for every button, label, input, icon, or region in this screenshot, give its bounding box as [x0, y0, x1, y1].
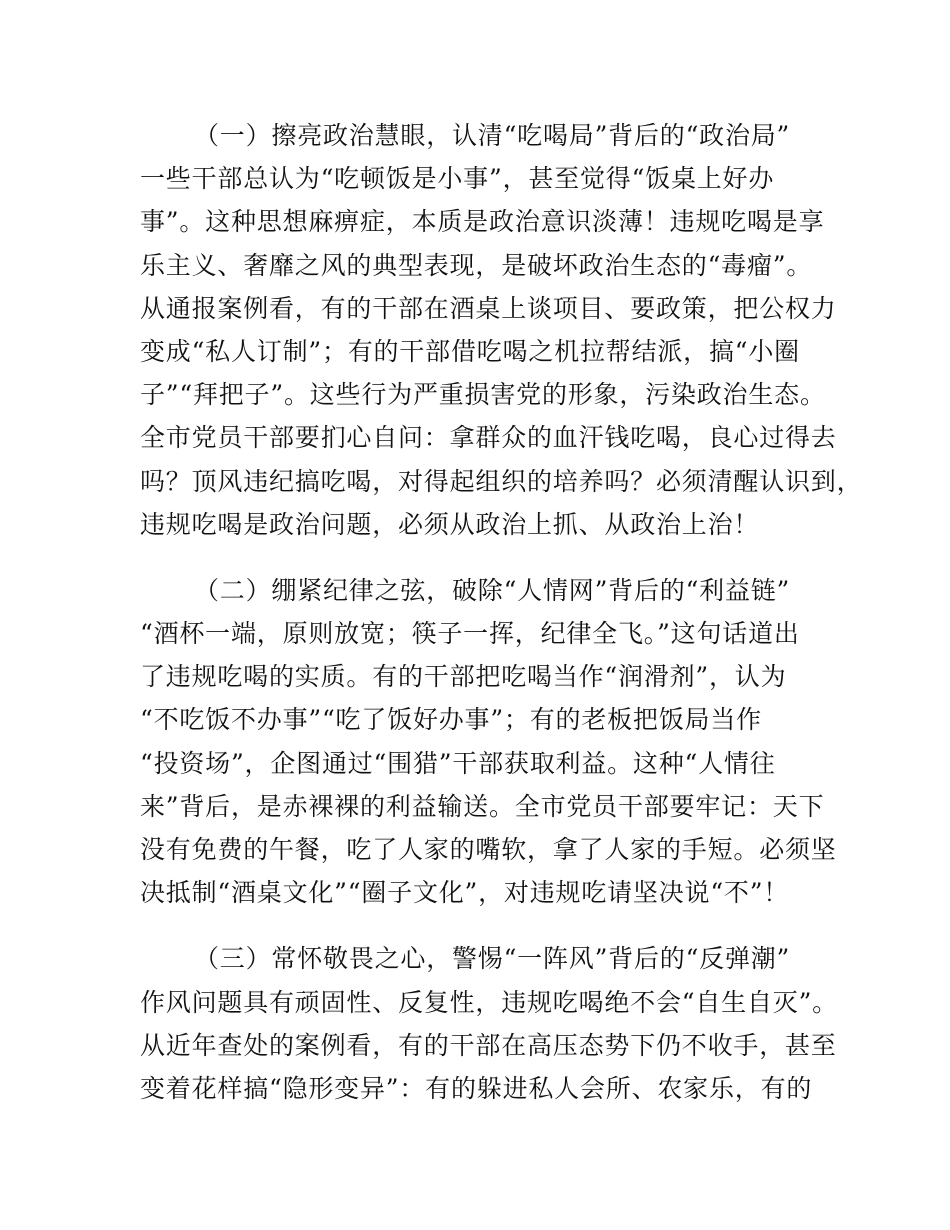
paragraph-line: 事”。这种思想麻痹症，本质是政治意识淡薄！违规吃喝是享: [140, 207, 825, 237]
paragraph-line: 乐主义、奢靡之风的典型表现，是破坏政治生态的“毒瘤”。: [140, 250, 813, 280]
paragraph-line: “投资场”，企图通过“围猎”干部获取利益。这种“人情往: [140, 748, 776, 778]
paragraph-line: 了违规吃喝的实质。有的干部把吃喝当作“润滑剂”，认为: [140, 662, 787, 692]
section-3: [140, 937, 838, 1110]
paragraph-line: 没有免费的午餐，吃了人家的嘴软，拿了人家的手短。必须坚: [140, 835, 837, 864]
paragraph-line: 吗？顶风违纪搞吃喝，对得起组织的培养吗？必须清醒认识到，: [140, 466, 863, 496]
paragraph-line: 作风问题具有顽固性、反复性，违规吃喝绝不会“自生自灭”。: [140, 987, 838, 1017]
paragraph-line: 从通报案例看，有的干部在酒桌上谈项目、要政策，把公权力: [140, 293, 837, 323]
paragraph-line: 变着花样搞“隐形变异”：有的躲进私人会所、农家乐，有的: [140, 1073, 813, 1103]
paragraph-line: 变成“私人订制”；有的干部借吃喝之机拉帮结派，搞“小圈: [140, 336, 800, 366]
section-1: [140, 114, 863, 546]
paragraph-line: “不吃饭不办事”“吃了饭好办事”；有的老板把饭局当作: [140, 705, 762, 735]
paragraph-line: 从近年查处的案例看，有的干部在高压态势下仍不收手，甚至: [140, 1030, 837, 1060]
paragraph-line: “酒杯一端，原则放宽；筷子一挥，纪律全飞。”这句话道出: [140, 619, 800, 649]
section-heading: （三）常怀敬畏之心，警惕“一阵风”背后的“反弹潮”: [194, 944, 791, 974]
paragraph-line: 违规吃喝是政治问题，必须从政治上抓、从政治上治！: [140, 509, 760, 539]
paragraph-line: 来”背后，是赤裸裸的利益输送。全市党员干部要牢记：天下: [140, 791, 825, 821]
section-2: [140, 569, 837, 915]
document-body: [140, 114, 863, 1110]
paragraph-line: 决抵制“酒桌文化”“圈子文化”，对违规吃请坚决说“不”！: [140, 878, 790, 908]
paragraph-line: 全市党员干部要扪心自问：拿群众的血汗钱吃喝，良心过得去: [140, 423, 837, 453]
paragraph-gap: [140, 546, 830, 569]
paragraph-gap: [140, 914, 830, 937]
section-heading: （一）擦亮政治慧眼，认清“吃喝局”背后的“政治局”: [194, 121, 791, 150]
section-heading: （二）绷紧纪律之弦，破除“人情网”背后的“利益链”: [194, 575, 791, 605]
paragraph-line: 子”“拜把子”。这些行为严重损害党的形象，污染政治生态。: [140, 380, 826, 410]
paragraph-line: 一些干部总认为“吃顿饭是小事”，甚至觉得“饭桌上好办: [140, 164, 775, 194]
